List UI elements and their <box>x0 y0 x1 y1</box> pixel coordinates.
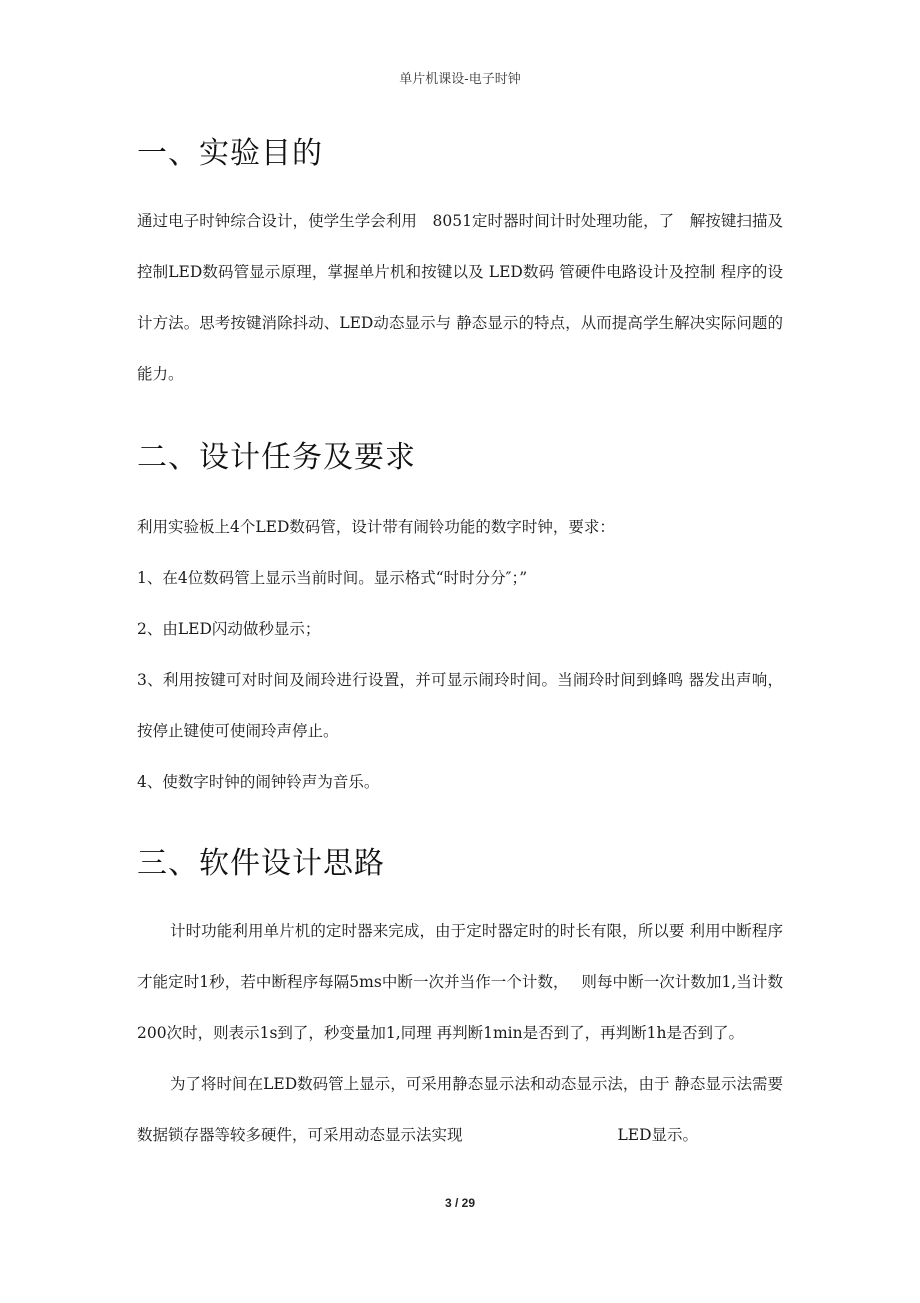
requirement-item: 2、由LED闪动做秒显示； <box>137 620 321 638</box>
section-heading-objective: 一、实验目的 <box>137 136 323 171</box>
paragraph-text: 通过电子时钟综合设计，使学生学会利用 8051定时器时间计时处理功能，了 解按键扫描及控制LED数码管显示原理，掌握单片机和按键以及 LED数码 管硬件电路设计及控制 程序的设计方法。思考按键消除抖动、LED动态显示与 静态显示的特点，从而提高学生解决实际问题的能力。 <box>137 212 783 383</box>
paragraph-text: 计时功能利用单片机的定时器来完成，由于定时器定时的时长有限，所以要 利用中断程序才能定时1秒，若中断程序每隔5ms中断一次并当作一个计数， 则每中断一次计数加1,当计数200次时，则表示1s到了，秒变量加1,同理 再判断1min是否到了，再判断1h是否到了。 <box>137 922 783 1042</box>
requirement-item: 4、使数字时钟的闹钟铃声为音乐。 <box>137 773 380 791</box>
requirement-item: 1、在4位数码管上显示当前时间。显示格式“时时分分″；” <box>137 569 528 587</box>
running-header: 单片机课设-电子时钟 <box>399 72 521 87</box>
requirements-block <box>137 502 783 808</box>
section-heading-software-design: 三、软件设计思路 <box>137 846 385 881</box>
objective-paragraph <box>137 196 783 400</box>
requirement-item: 3、利用按键可对时间及闹玲进行设置，并可显示闹玲时间。当闹玲时间到蜂鸣 器发出声响，按停止键使可使闹玲声停止。 <box>137 671 783 740</box>
section-heading-requirements: 二、设计任务及要求 <box>137 440 416 475</box>
requirements-intro: 利用实验板上4个LED数码管，设计带有闹铃功能的数字时钟，要求： <box>137 518 615 536</box>
paragraph-text: 为了将时间在LED数码管上显示，可采用静态显示法和动态显示法，由于 静态显示法需要数据锁存器等较多硬件，可采用动态显示法实现 LED显示。 <box>137 1075 783 1144</box>
software-design-block <box>137 906 783 1161</box>
page-number: 3 / 29 <box>444 1196 476 1210</box>
